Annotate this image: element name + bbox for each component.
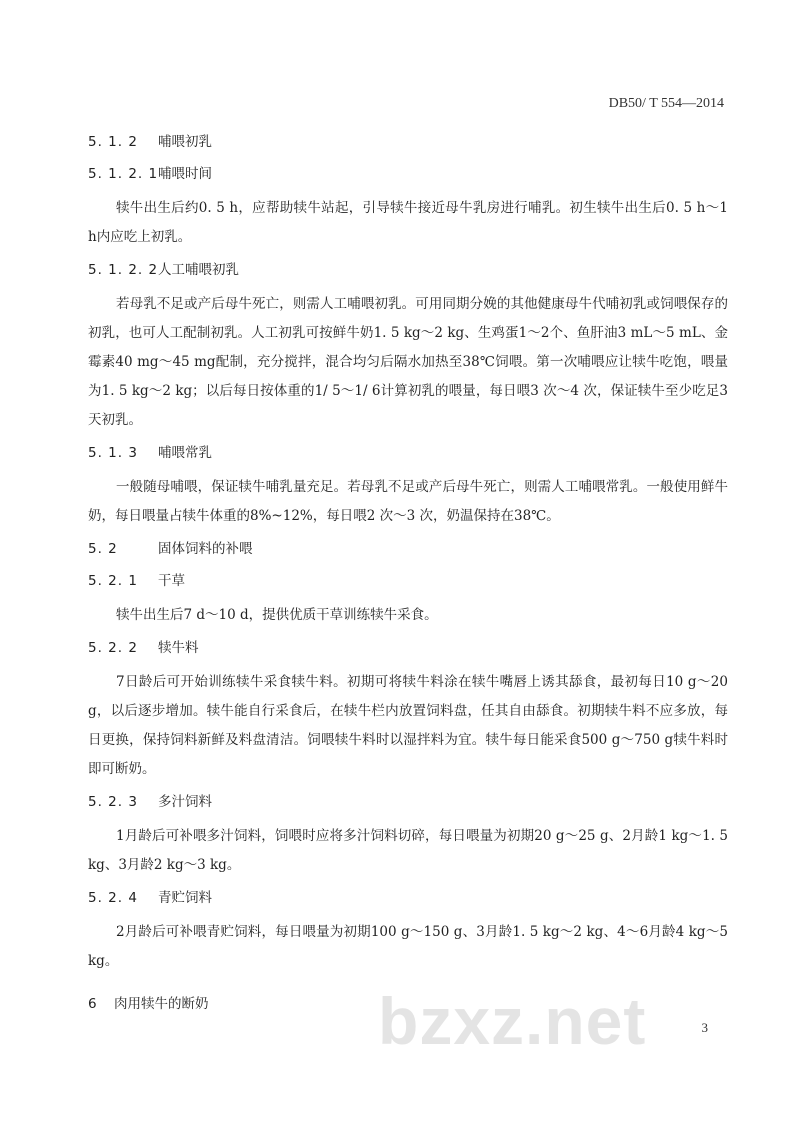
watermark: bzxz.net — [378, 984, 647, 1058]
section-title: 哺喂时间 — [158, 166, 212, 182]
document-body — [88, 128, 728, 1018]
section-number: 5. 1. 2 — [88, 134, 138, 150]
section-number: 5. 1. 2. 1 — [88, 166, 159, 182]
paragraph-hay: 犊牛出生后7 d～10 d，提供优质干草训练犊牛采食。 — [116, 607, 438, 623]
section-title: 干草 — [158, 573, 185, 589]
section-heading-5-2-2 — [88, 634, 728, 662]
section-number: 5. 2. 3 — [88, 794, 138, 810]
paragraph-calf-feed: 7日龄后可开始训练犊牛采食犊牛料。初期可将犊牛料涂在犊牛嘴唇上诱其舔食，最初每日10 g～20 g，以后逐步增加。犊牛能自行采食后，在犊牛栏内放置饲料盘，任其自由舔食。初期犊牛料不应多放，每日更换，保持饲料新鲜及料盘清洁。饲喂犊牛料时以湿拌料为宜。犊牛每日能采食500 g～750 g犊牛料时即可断奶。 — [88, 674, 728, 777]
section-title: 人工哺喂初乳 — [158, 262, 239, 278]
page-number: 3 — [701, 1020, 708, 1035]
section-heading-5-1-3 — [88, 439, 728, 467]
section-title: 哺喂初乳 — [158, 134, 212, 150]
section-heading-5-2 — [88, 535, 728, 563]
paragraph-silage: 2月龄后可补喂青贮饲料，每日喂量为初期100 g～150 g、3月龄1. 5 kg～2 kg、4～6月龄4 kg～5 kg。 — [88, 924, 728, 969]
paragraph-artificial-colostrum: 若母乳不足或产后母牛死亡，则需人工哺喂初乳。可用同期分娩的其他健康母牛代哺初乳或饲喂保存的初乳，也可人工配制初乳。人工初乳可按鲜牛奶1. 5 kg～2 kg、生鸡蛋1～2个、鱼肝油3 mL～5 mL、金霉素40 mg～45 mg配制，充分搅拌，混合均匀后隔水加热至38℃饲喂。第一次哺喂应让犊牛吃饱，喂量为1. 5 kg～2 kg；以后每日按体重的1/ 5～1/ 6计算初乳的喂量，每日喂3 次～4 次，保证犊牛至少吃足3天初乳。 — [88, 296, 728, 428]
section-title: 固体饲料的补喂 — [158, 541, 253, 557]
section-title: 青贮饲料 — [158, 890, 212, 906]
section-heading-5-2-4 — [88, 884, 728, 912]
section-number: 5. 1. 2. 2 — [88, 262, 159, 278]
section-number: 5. 2. 4 — [88, 890, 138, 906]
section-heading-5-1-2-2 — [88, 256, 728, 284]
section-heading-5-2-1 — [88, 567, 728, 595]
section-number: 5. 2. 2 — [88, 640, 138, 656]
section-number: 6 — [88, 996, 98, 1012]
paragraph-succulent-feed: 1月龄后可补喂多汁饲料，饲喂时应将多汁饲料切碎，每日喂量为初期20 g～25 g、2月龄1 kg～1. 5 kg、3月龄2 kg～3 kg。 — [88, 828, 728, 873]
section-heading-5-2-3 — [88, 788, 728, 816]
section-number: 5. 1. 3 — [88, 445, 138, 461]
section-heading-5-1-2-1 — [88, 160, 728, 188]
section-title: 肉用犊牛的断奶 — [114, 996, 209, 1012]
paragraph-normal-milk: 一般随母哺喂，保证犊牛哺乳量充足。若母乳不足或产后母牛死亡，则需人工哺喂常乳。一般使用鲜牛奶，每日喂量占犊牛体重的8%~12%，每日喂2 次～3 次，奶温保持在38℃。 — [88, 479, 728, 524]
paragraph-feeding-time: 犊牛出生后约0. 5 h，应帮助犊牛站起，引导犊牛接近母牛乳房进行哺乳。初生犊牛出生后0. 5 h～1 h内应吃上初乳。 — [88, 200, 728, 245]
section-title: 哺喂常乳 — [158, 445, 212, 461]
section-number: 5. 2. 1 — [88, 573, 138, 589]
section-heading-5-1-2 — [88, 128, 728, 156]
section-title: 多汁饲料 — [158, 794, 212, 810]
section-title: 犊牛料 — [158, 640, 199, 656]
document-code: DB50/ T 554—2014 — [608, 96, 724, 111]
section-number: 5. 2 — [88, 541, 118, 557]
